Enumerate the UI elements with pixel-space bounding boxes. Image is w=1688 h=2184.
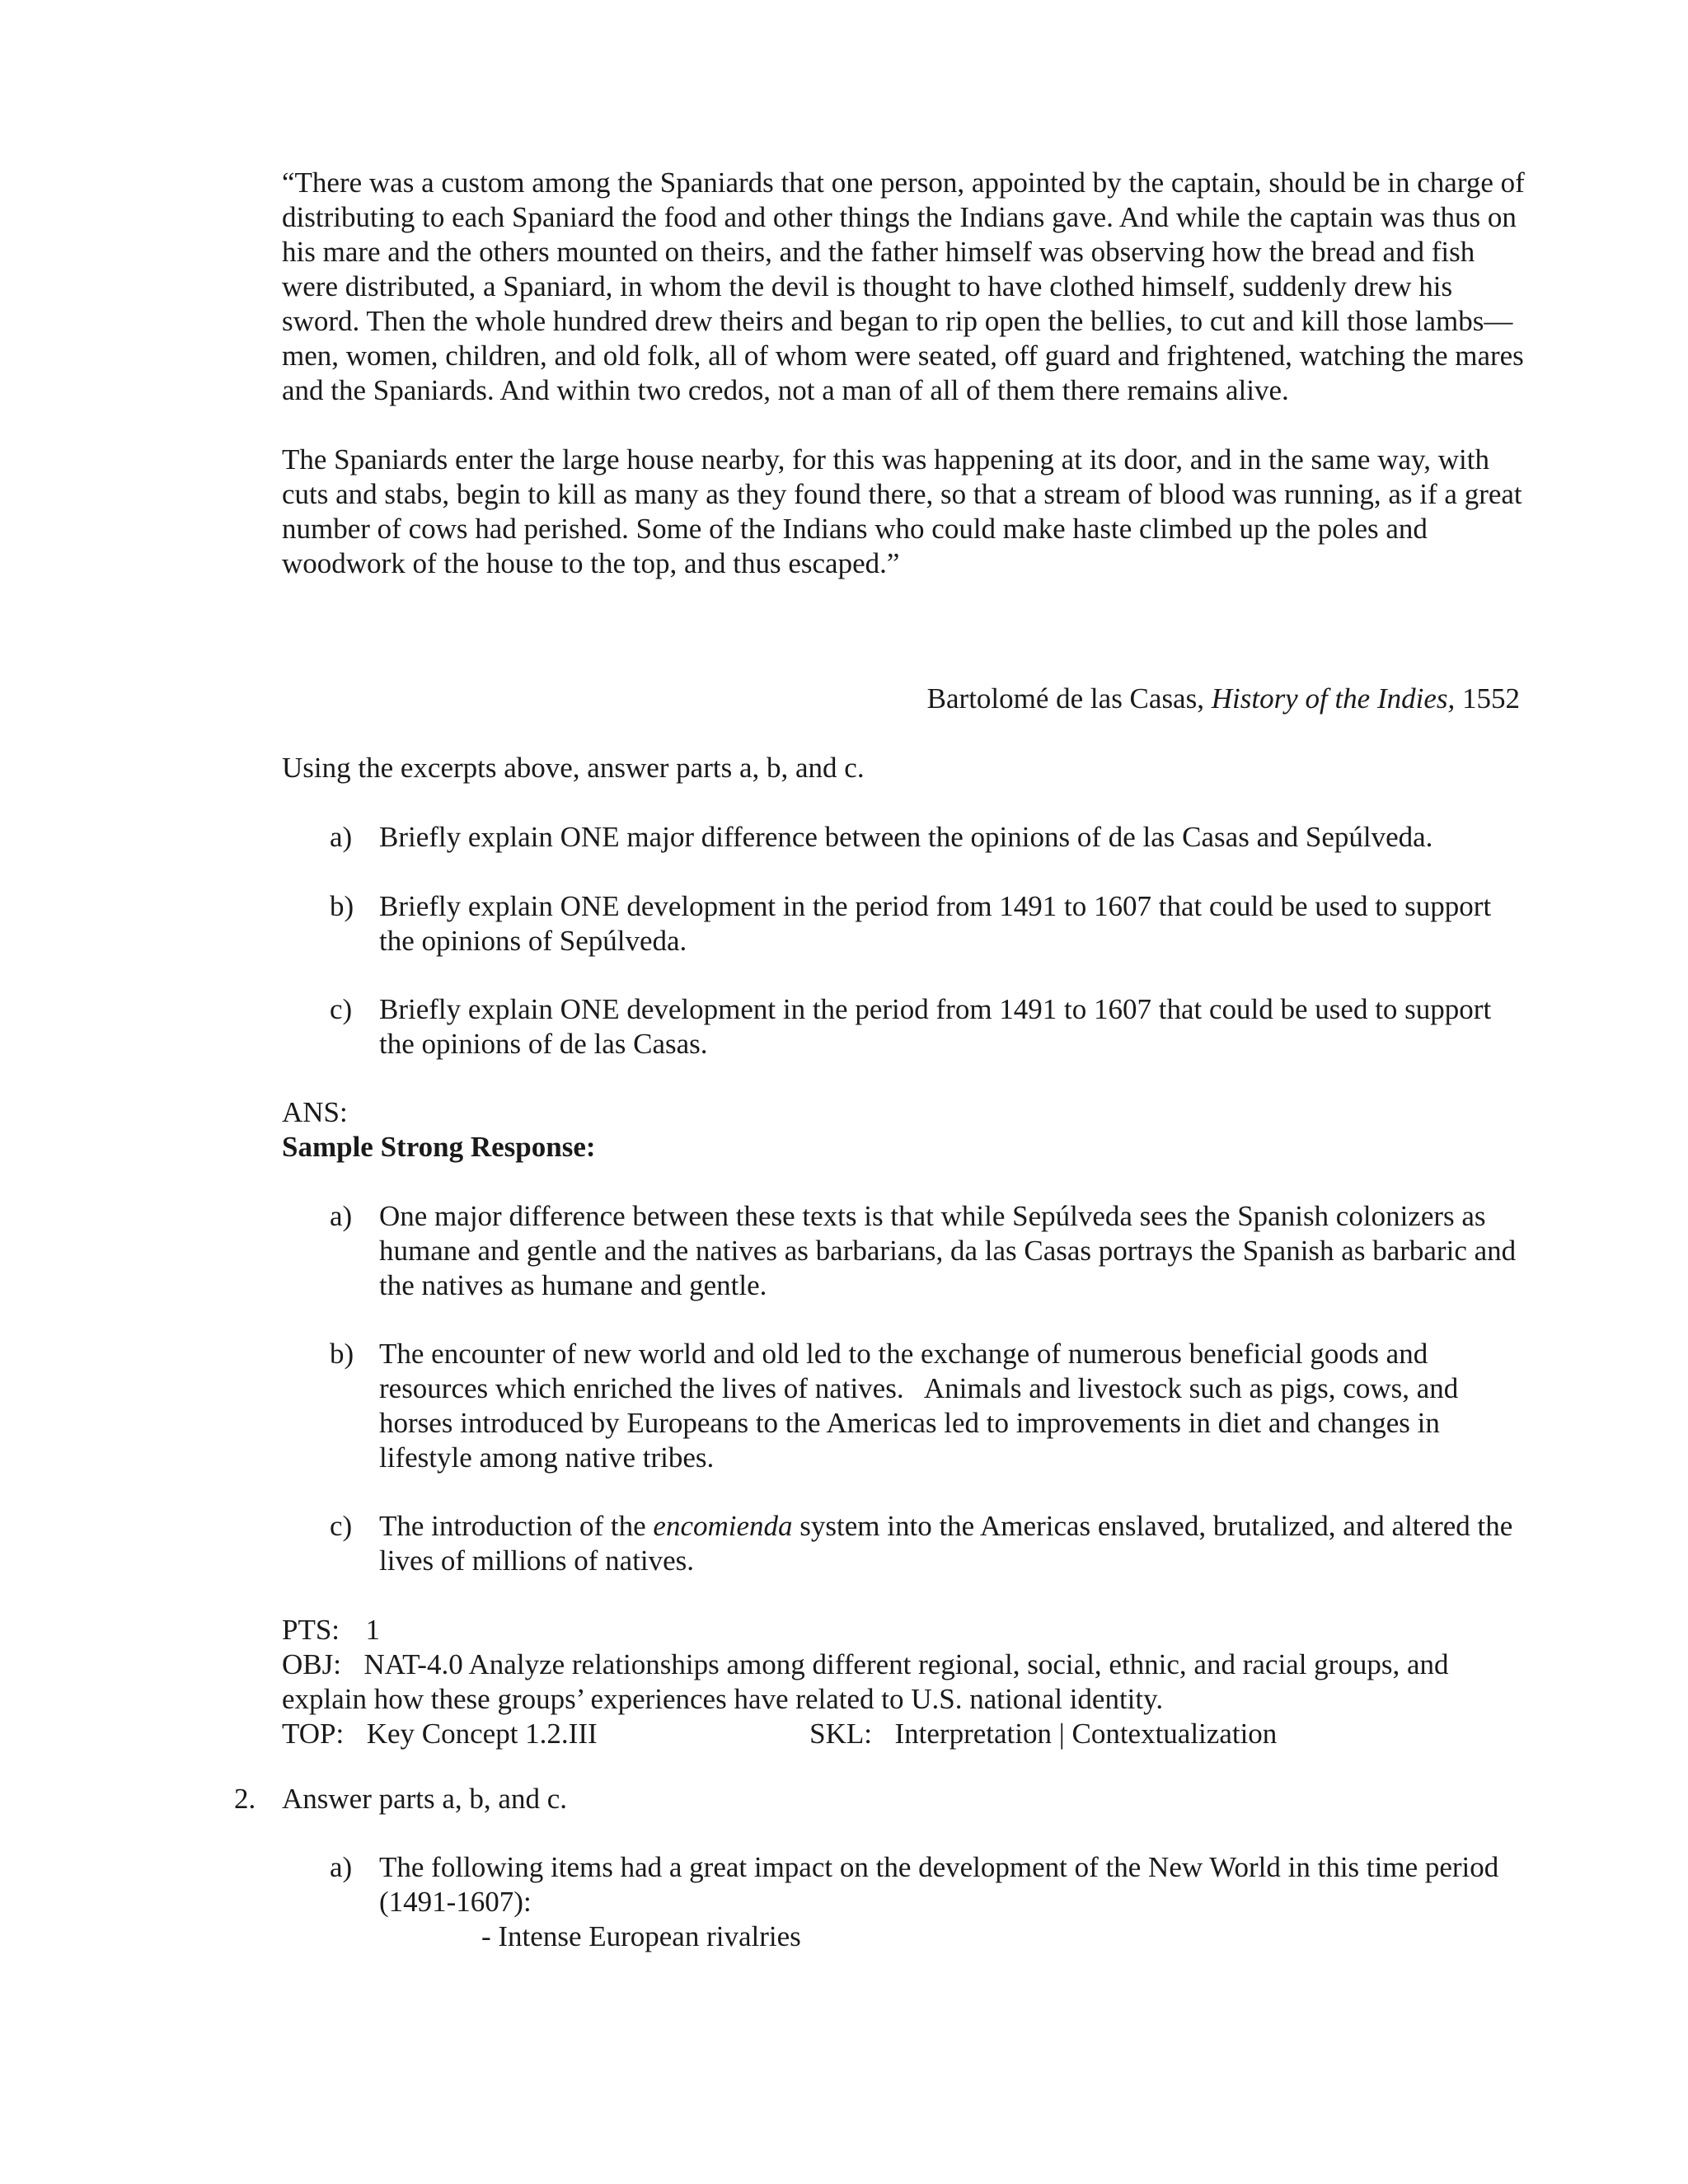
part-text: Briefly explain ONE development in the period from 1491 to 1607 that could be used to support the opinions of Sepúlveda. — [379, 890, 1492, 957]
part-marker: a) — [330, 1200, 353, 1232]
quote-paragraph: “There was a custom among the Spaniards that one person, appointed by the captain, should be in charge of distributing to each Spaniard the food and other things the Indians gave. And while the captain was thus on his mare and the others mounted on theirs, and the father himself was observing how the bread and fish were distributed, a Spaniard, in whom the devil is thought to have clothed himself, suddenly drew his sword. Then the whole hundred drew theirs and began to rip open the bellies, to cut and kill those lambs—men, women, children, and old folk, all of whom were seated, off guard and frightened, watching the mares and the Spaniards. And within two credos, not a man of all of them there remains alive. — [282, 166, 1525, 406]
part-marker: c) — [330, 993, 353, 1025]
question-part — [330, 889, 1533, 958]
question-part — [330, 1850, 1533, 1919]
part-text: The encounter of new world and old led to the exchange of numerous beneficial goods and resources which enriched the lives of natives. Animals and livestock such as pigs, cows, and horses introduced by Europeans to the Americas led to improvements in diet and changes in lifestyle among native tribes. — [379, 1338, 1466, 1474]
top-label: TOP: — [282, 1718, 345, 1750]
skl-label: SKL: — [809, 1718, 872, 1750]
sample-response-heading: Sample Strong Response: — [282, 1131, 596, 1163]
question-prompt: Using the excerpts above, answer parts a, b, and c. — [282, 752, 865, 784]
pts-value: 1 — [365, 1614, 381, 1646]
part-text: Briefly explain ONE major difference between the opinions of de las Casas and Sepúlveda. — [379, 821, 1433, 853]
primary-source-quote — [282, 166, 1526, 581]
part-marker: a) — [330, 821, 353, 853]
skl-value: Interpretation | Contextualization — [894, 1718, 1278, 1750]
part-text-end: system into the Americas enslaved, brutalized, and altered the lives of millions of natives. — [379, 1510, 1513, 1577]
citation-work-title: History of the Indies, — [1211, 682, 1456, 715]
question-part — [330, 992, 1533, 1062]
part-marker: b) — [330, 890, 354, 922]
question-number: 2. — [234, 1783, 256, 1815]
quote-paragraph: The Spaniards enter the large house nearby, for this was happening at its door, and in the same way, with cuts and stabs, begin to kill as many as they found there, so that a stream of blood was running, as if a great number of cows had perished. Some of the Indians who could make haste climbed up the poles and woodwork of the house to the top, and thus escaped.” — [282, 443, 1522, 579]
objective-line — [282, 1647, 1535, 1717]
question-text: Answer parts a, b, and c. — [282, 1783, 568, 1815]
part-text: The following items had a great impact on the development of the New World in this time period (1491-1607): — [379, 1851, 1499, 1918]
answer-label: ANS: — [282, 1096, 348, 1128]
response-part — [330, 1337, 1533, 1475]
points-line — [282, 1613, 1535, 1647]
topic-skill-line — [282, 1717, 1535, 1751]
source-citation — [282, 682, 1520, 716]
response-part — [330, 1199, 1533, 1303]
top-value: Key Concept 1.2.III — [366, 1718, 598, 1750]
part-text-start: The introduction of the — [379, 1510, 654, 1542]
part-marker: b) — [330, 1338, 354, 1370]
part-marker: a) — [330, 1851, 353, 1883]
part-text — [379, 1509, 1533, 1578]
pts-label: PTS: — [282, 1614, 340, 1646]
part-text: Briefly explain ONE development in the period from 1491 to 1607 that could be used to support the opinions of de las Casas. — [379, 993, 1492, 1060]
encomienda-term: encomienda — [653, 1510, 793, 1542]
citation-year: 1552 — [1455, 682, 1520, 715]
question-part — [330, 820, 1533, 855]
citation-author: Bartolomé de las Casas, — [926, 682, 1212, 715]
obj-value: NAT-4.0 Analyze relationships among different regional, social, ethnic, and racial groups, and explain how these groups’ experiences have related to U.S. national identity. — [282, 1648, 1449, 1715]
part-text: One major difference between these texts is that while Sepúlveda sees the Spanish colonizers as humane and gentle and the natives as barbarians, da las Casas portrays the Spanish as barbaric and the natives as humane and gentle. — [379, 1200, 1517, 1301]
obj-label: OBJ: — [282, 1648, 341, 1680]
part-marker: c) — [330, 1510, 353, 1542]
response-part — [330, 1509, 1533, 1578]
list-item: - Intense European rivalries — [481, 1920, 801, 1952]
